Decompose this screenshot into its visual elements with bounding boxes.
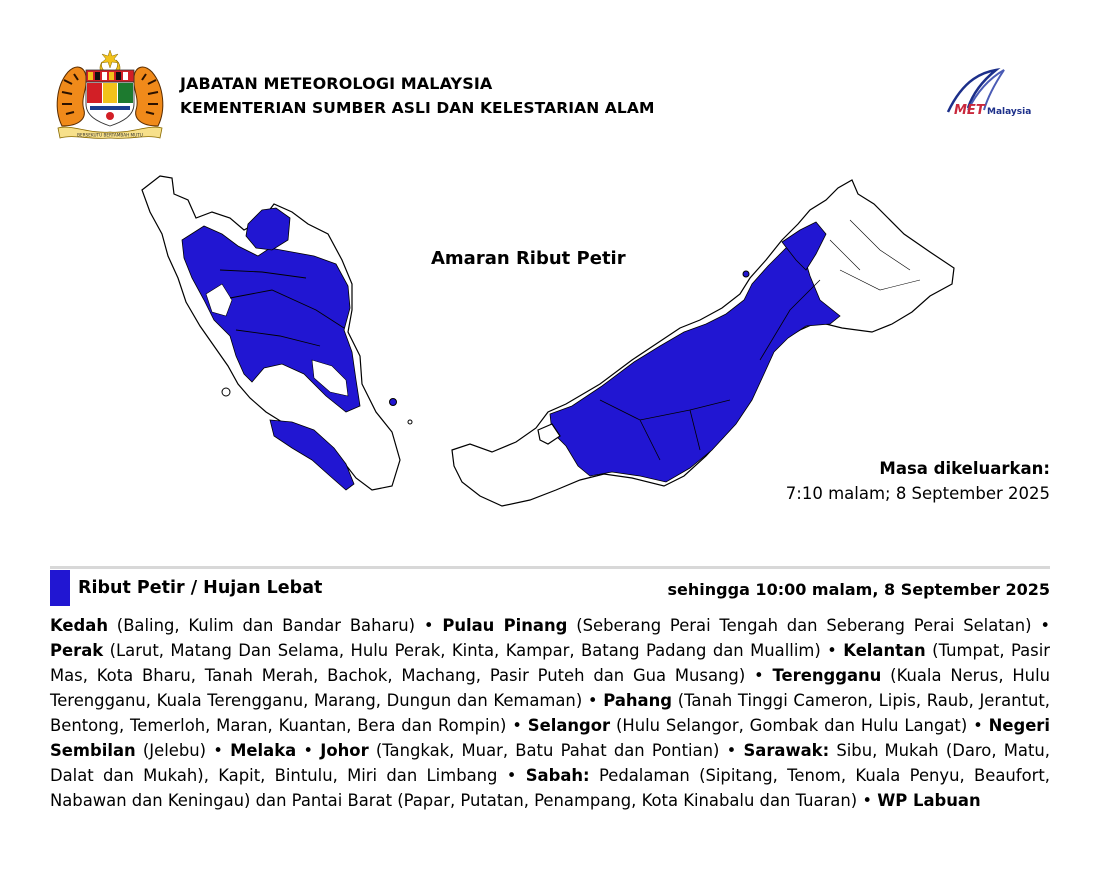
issued-label: Masa dikeluarkan: [879, 459, 1050, 478]
warning-map [0, 160, 1100, 520]
warning-state: Negeri Sembilan [50, 716, 1051, 760]
header [50, 48, 1050, 143]
warning-state: Sabah: [525, 766, 590, 785]
map-title: Amaran Ribut Petir [431, 248, 626, 269]
svg-text:MET: MET [954, 103, 985, 118]
met-malaysia-logo-icon [938, 66, 1050, 118]
warning-areas-list: Kedah (Baling, Kulim dan Bandar Baharu) • Pulau Pinang (Seberang Perai Tengah dan Seberang Perai Selatan) • Perak (Larut, Matang Dan Selama, Hulu Perak, Kinta, Kampar, Batang Padang dan Muallim) • Kelantan (Tumpat, Pasir Mas, Kota Bharu, Tanah Merah, Bachok, Machang, Pasir Puteh dan Gua Musang) • Terengganu (Kuala Nerus, Hulu Terengganu, Kuala Terengganu, Marang, Dungun dan Kemaman) • Pahang (Tanah Tinggi Cameron, Lipis, Raub, Jerantut, Bentong, Temerloh, Maran, Kuantan, Bera dan Rompin) • Selangor (Hulu Selangor, Gombak dan Hulu Langat) • Negeri Sembilan (Jelebu) • Melaka • Johor (Tangkak, Muar, Batu Pahat dan Pontian) • Sarawak: Sibu, Mukah (Daro, Matu, Dalat dan Mukah), Kapit, Bintulu, Miri dan Limbang • Sabah: Pedalaman (Sipitang, Tenom, Kuala Penyu, Beaufort, Nabawan dan Keningau) dan Pantai Barat (Papar, Putatan, Penampang, Kota Kinabalu dan Tuaran) • WP Labuan [50, 616, 1051, 810]
warning-districts: (Kuala Nerus, Hulu Terengganu, Kuala Terengganu, Marang, Dungun dan Kemaman) [50, 666, 1051, 710]
svg-text:Malaysia: Malaysia [987, 107, 1032, 117]
agency-block [180, 72, 655, 120]
warning-districts: (Hulu Selangor, Gombak dan Hulu Langat) [616, 716, 968, 735]
warning-state: Kedah [50, 616, 108, 635]
sarawak-warning [550, 238, 840, 482]
warning-state: Johor [320, 741, 369, 760]
warning-state: Sarawak: [743, 741, 830, 760]
warning-districts: (Tangkak, Muar, Batu Pahat dan Pontian) [375, 741, 720, 760]
warning-state: Kelantan [843, 641, 926, 660]
warning-state: Selangor [527, 716, 611, 735]
warning-districts: Sibu, Mukah (Daro, Matu, Dalat dan Mukah), Kapit, Bintulu, Miri dan Limbang [50, 741, 1050, 785]
warning-state: Perak [50, 641, 104, 660]
warning-state: WP Labuan [877, 791, 981, 810]
issued-time [786, 456, 1050, 506]
warning-districts: (Larut, Matang Dan Selama, Hulu Perak, Kinta, Kampar, Batang Padang dan Muallim) [109, 641, 821, 660]
warning-state: Pahang [603, 691, 673, 710]
warning-districts: (Jelebu) [142, 741, 207, 760]
warning-title: Ribut Petir / Hujan Lebat [78, 578, 323, 598]
warning-color-bar [50, 570, 70, 606]
warning-districts: (Tanah Tinggi Cameron, Lipis, Raub, Jerantut, Bentong, Temerloh, Maran, Kuantan, Bera dan Rompin) [50, 691, 1050, 735]
section-divider [50, 566, 1050, 569]
ministry-name: KEMENTERIAN SUMBER ASLI DAN KELESTARIAN ALAM [180, 99, 655, 117]
svg-text:BERSEKUTU BERTAMBAH MUTU: BERSEKUTU BERTAMBAH MUTU [77, 132, 143, 138]
warning-state: Pulau Pinang [442, 616, 568, 635]
coat-of-arms-icon [50, 48, 170, 140]
agency-name: JABATAN METEOROLOGI MALAYSIA [180, 74, 493, 93]
warning-state: Melaka [230, 741, 297, 760]
warning-districts: (Baling, Kulim dan Bandar Baharu) [116, 616, 416, 635]
warning-districts: Pedalaman (Sipitang, Tenom, Kuala Penyu, Beaufort, Nabawan dan Keningau) dan Pantai Barat (Papar, Putatan, Penampang, Kota Kinabalu dan Tuaran) [50, 766, 1050, 810]
issued-value: 7:10 malam; 8 September 2025 [785, 484, 1050, 503]
warning-valid-until: sehingga 10:00 malam, 8 September 2025 [667, 580, 1050, 599]
warning-districts: (Tumpat, Pasir Mas, Kota Bharu, Tanah Merah, Bachok, Machang, Pasir Puteh dan Gua Musang) [50, 641, 1050, 685]
warning-state: Terengganu [772, 666, 882, 685]
warning-districts: (Seberang Perai Tengah dan Seberang Perai Selatan) [576, 616, 1032, 635]
